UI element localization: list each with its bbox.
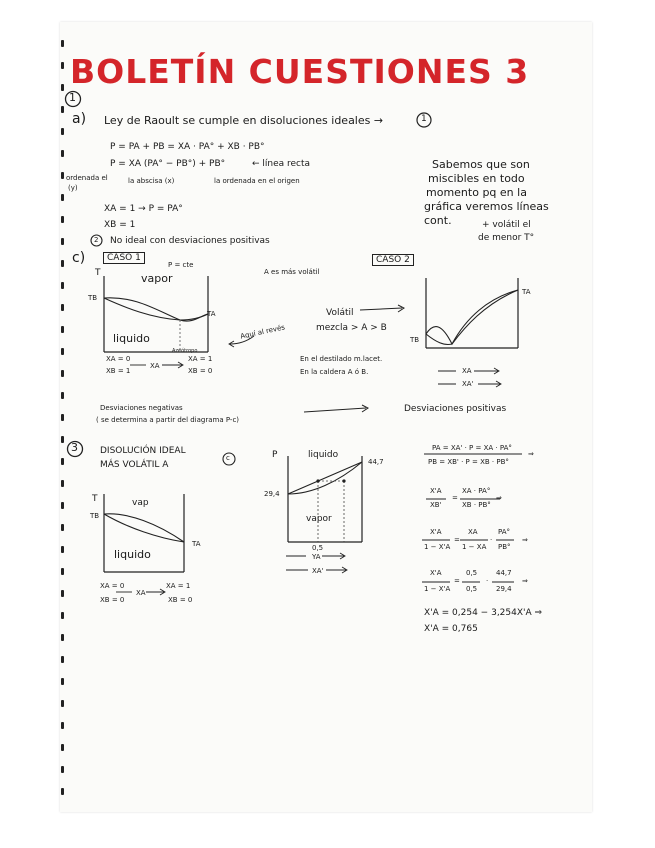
derivation-eq-5: X'A = 0,254 − 3,254X'A ⇒ xyxy=(424,608,543,618)
deviation-arrow xyxy=(302,402,374,416)
caso-2-xa-axis: XA xyxy=(462,367,472,375)
part-c-letter: c xyxy=(226,454,230,462)
caso-2-box: CASO 2 xyxy=(372,254,414,266)
px-pb-value: 29,4 xyxy=(264,490,280,498)
mezcla-label: mezcla > A > B xyxy=(316,323,387,333)
derivation-eq-3-equals: = xyxy=(454,536,460,544)
raoult-equation-1: P = PA + PB = XA · PA° + XB · PB° xyxy=(110,142,265,152)
ideal-ta-label: TA xyxy=(192,540,201,548)
derivation-eq-3-den-left: 1 − X'A xyxy=(424,543,451,551)
caso-2-xa-prime-axis: XA' xyxy=(462,380,474,388)
derivation-eq-2-den-left: XB' xyxy=(430,501,442,509)
derivation-eq-4-num-right: 44,7 xyxy=(496,569,512,577)
xa-equals-1: XA = 1 → P = PA° xyxy=(104,204,183,214)
caso-1-xa-axis: XA xyxy=(150,362,160,370)
derivation-eq-1-top: PA = XA' · P = XA · PA° xyxy=(432,444,512,452)
caso-2-tb-label: TB xyxy=(410,336,420,344)
pressure-constant-label: P = cte xyxy=(168,261,194,269)
volatil-label: Volátil xyxy=(326,308,354,318)
caso-1-tb-label: TB xyxy=(88,294,98,302)
derivation-eq-3-num-right: PA° xyxy=(498,528,511,536)
caso-1-box: CASO 1 xyxy=(103,252,145,264)
derivation-eq-4-bars xyxy=(422,580,522,584)
caso-1-xb0: XB = 0 xyxy=(188,367,213,375)
caso-1-xb1: XB = 1 xyxy=(106,367,131,375)
page-title: BOLETÍN CUESTIONES 3 xyxy=(70,52,530,91)
negative-deviations-label: Desviaciones negativas xyxy=(100,404,183,412)
side-label-ordenada: ordenada el xyxy=(66,174,108,182)
px-liquido-label: liquido xyxy=(308,450,339,460)
ideal-px-diagram xyxy=(282,448,374,548)
ideal-xb0b: XB = 0 xyxy=(168,596,193,604)
note-line-1: Sabemos que son xyxy=(432,158,530,171)
ref-circle-number: 1 xyxy=(421,114,427,124)
derivation-eq-4-num-left: X'A xyxy=(430,569,442,577)
note-line-6: + volátil el xyxy=(482,220,531,230)
part-a-label: a) xyxy=(72,111,87,127)
derivation-eq-3-den-right: PB° xyxy=(498,543,511,551)
derivation-eq-4-den-right: 29,4 xyxy=(496,585,512,593)
ideal-xa1: XA = 1 xyxy=(166,582,191,590)
part-2-text: No ideal con desviaciones positivas xyxy=(110,236,270,246)
xb-equals-1: XB = 1 xyxy=(104,220,136,230)
part-a-text: Ley de Raoult se cumple en disoluciones ideales → xyxy=(104,114,384,127)
derivation-eq-3-den-mid: 1 − XA xyxy=(462,543,487,551)
px-vapor-label: vapor xyxy=(306,514,332,524)
derivation-eq-3-dot: · xyxy=(490,536,493,544)
ideal-xa0: XA = 0 xyxy=(100,582,125,590)
a-more-volatile-label: A es más volátil xyxy=(264,268,320,276)
derivation-eq-2-num-right: XA · PA° xyxy=(462,487,491,495)
side-label-y: (y) xyxy=(68,184,78,192)
caso-2-diagram xyxy=(418,278,528,358)
raoult-equation-2: P = XA (PA° − PB°) + PB° xyxy=(110,159,226,169)
caso-1-liquido-label: liquido xyxy=(113,332,150,345)
destilado-note: En el destilado m.lacet. xyxy=(300,355,383,363)
caso-2-axis-arrows xyxy=(438,366,528,396)
q3-title-line-2: MÁS VOLÁTIL A xyxy=(100,460,169,470)
caso-1-ta-label: TA xyxy=(207,310,216,318)
ordenada-origen-label: la ordenada en el origen xyxy=(214,177,300,185)
derivation-eq-3-num-mid: XA xyxy=(468,528,478,536)
derivation-arrow-1: ⇒ xyxy=(528,450,534,458)
derivation-arrow-4: ⇒ xyxy=(522,577,528,585)
positive-deviations-label: Desviaciones positivas xyxy=(404,404,507,414)
derivation-eq-3-num-left: X'A xyxy=(430,528,442,536)
note-line-7: de menor T° xyxy=(478,233,535,243)
caso-1-vapor-label: vapor xyxy=(141,272,173,285)
q3-title-line-1: DISOLUCIÓN IDEAL xyxy=(100,446,186,456)
derivation-eq-2-num-left: X'A xyxy=(430,487,442,495)
caldera-note: En la caldera A ó B. xyxy=(300,368,369,376)
derivation-arrow-2: ⇒ xyxy=(496,494,502,502)
derivation-eq-1-bottom: PB = XB' · P = XB · PB° xyxy=(428,458,509,466)
question-1-number: 1 xyxy=(69,91,76,104)
derivation-eq-4-dot: · xyxy=(486,577,489,585)
question-3-number: 3 xyxy=(71,441,78,454)
part-2-number: 2 xyxy=(94,236,99,244)
caso-2-ta-label: TA xyxy=(522,288,531,296)
px-xa-prime-axis: XA' xyxy=(312,567,324,575)
note-line-3: momento pq en la xyxy=(426,186,527,199)
note-line-2: miscibles en todo xyxy=(428,172,525,185)
derivation-eq-2-den-right: XB · PB° xyxy=(462,501,491,509)
part-c-label: c) xyxy=(72,250,86,266)
derivation-eq-4-den-left: 1 − X'A xyxy=(424,585,451,593)
derivation-eq-2-bars xyxy=(426,497,516,501)
note-line-5: cont. xyxy=(424,214,452,227)
derivation-eq-4-num-mid: 0,5 xyxy=(466,569,478,577)
part-c-circle xyxy=(222,452,238,468)
px-pa-value: 44,7 xyxy=(368,458,384,466)
note-line-4: gráfica veremos líneas xyxy=(424,200,549,213)
px-ya-axis: YA xyxy=(312,553,321,561)
abscisa-label: la abscisa (x) xyxy=(128,177,175,185)
caso-1-xa1: XA = 1 xyxy=(188,355,213,363)
derivation-result: X'A = 0,765 xyxy=(424,624,478,634)
negative-deviations-note: ( se determina a partir del diagrama P-c) xyxy=(96,416,240,424)
ideal-xa-arrow xyxy=(116,587,176,597)
derivation-eq-4-equals: = xyxy=(454,577,460,585)
ideal-vap-label: vap xyxy=(132,498,149,508)
binder-holes xyxy=(60,22,66,812)
aqui-al-reves-arrow xyxy=(228,332,256,348)
caso-1-xa-arrow xyxy=(130,360,190,370)
linear-note: ← línea recta xyxy=(252,159,311,169)
caso-1-t-axis: T xyxy=(95,268,101,278)
px-x-mark: 0,5 xyxy=(312,544,324,552)
derivation-arrow-3: ⇒ xyxy=(522,536,528,544)
derivation-eq-1-bar xyxy=(424,452,524,456)
ideal-t-axis: T xyxy=(92,494,98,504)
volatil-arrow xyxy=(358,304,408,316)
caso-1-xa0: XA = 0 xyxy=(106,355,131,363)
ideal-liquido-label: liquido xyxy=(114,548,151,561)
ideal-tb-label: TB xyxy=(90,512,100,520)
derivation-eq-4-den-mid: 0,5 xyxy=(466,585,478,593)
azeotrope-label: Azeótropo xyxy=(172,348,198,354)
derivation-eq-2-equals: = xyxy=(452,494,458,502)
derivation-eq-3-bars xyxy=(422,538,522,542)
aqui-al-reves-note: Aquí al revés xyxy=(239,323,286,341)
ideal-xb0: XB = 0 xyxy=(100,596,125,604)
ideal-xa-axis: XA xyxy=(136,589,146,597)
px-p-axis: P xyxy=(272,450,278,460)
